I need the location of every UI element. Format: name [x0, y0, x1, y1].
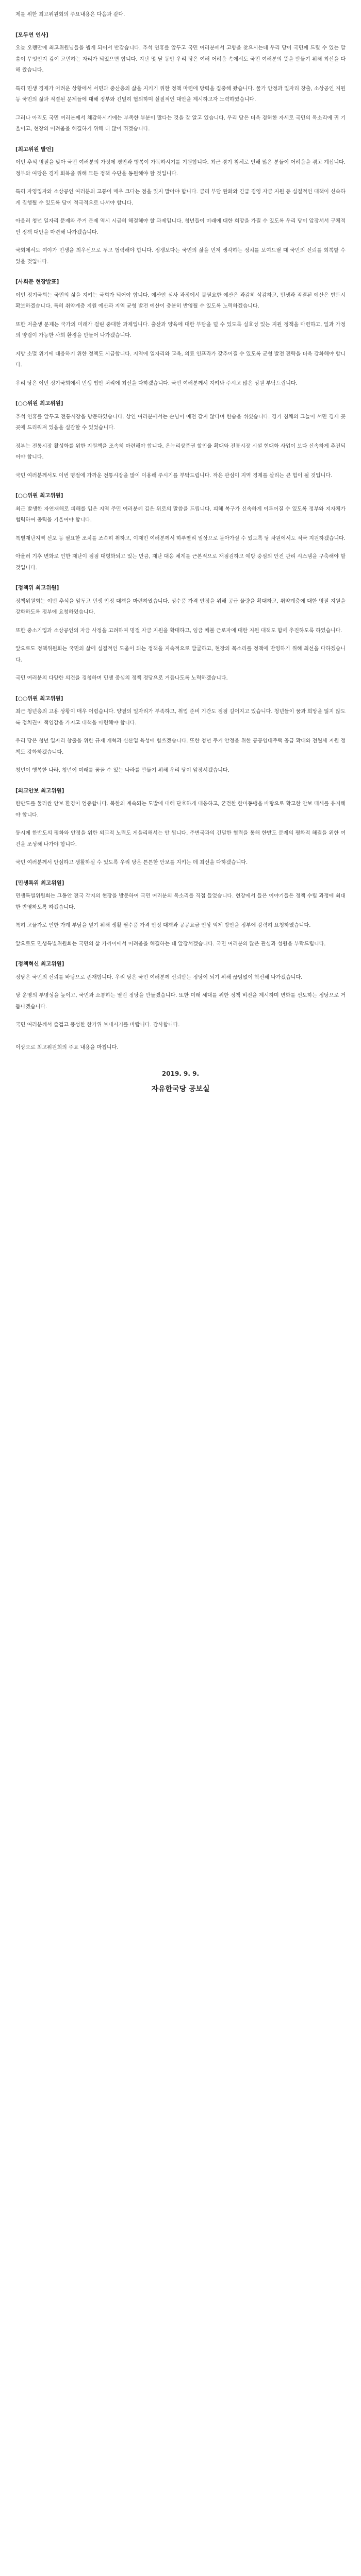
- section-paragraph: 우리 당은 이번 정기국회에서 민생 법안 처리에 최선을 다하겠습니다. 국민 여러분께서 지켜봐 주시고 많은 성원 부탁드립니다.: [15, 380, 298, 386]
- section-paragraph: 오늘 오랜만에 최고위원님들을 뵙게 되어서 반갑습니다. 추석 연휴를 앞두고 국민 여러분께서 고향을 찾으시는데 우리 당이 국민께 드릴 수 있는 말씀이 무엇인지 깊이 고민하는 자리가 되었으면 합니다. 지난 몇 달 동안 우리 당은 여러 어려움 속에서도 국민 여러분의 뜻을 받들기 위해 최선을 다해 왔습니다.: [15, 45, 346, 73]
- section-paragraph: 한반도를 둘러싼 안보 환경이 엄중합니다. 북한의 계속되는 도발에 대해 단호하게 대응하고, 굳건한 한미동맹을 바탕으로 확고한 안보 태세를 유지해야 합니다.: [15, 801, 346, 818]
- article: [15, 0, 346, 1095]
- release-date: 2019. 9. 9.: [161, 1070, 200, 1077]
- section-title: [○○위원 최고위원]: [15, 695, 63, 702]
- section-paragraph: 또한 저출생 문제는 국가의 미래가 걸린 중대한 과제입니다. 출산과 양육에 대한 부담을 덜 수 있도록 실효성 있는 지원 정책을 마련하고, 일과 가정의 양립이 가능한 사회 환경을 만들어 나가겠습니다.: [15, 321, 346, 338]
- section-paragraph: 정책위원회는 이번 추석을 앞두고 민생 안정 대책을 마련하였습니다. 성수품 가격 안정을 위해 공급 물량을 확대하고, 취약계층에 대한 명절 지원을 강화하도록 정부에 요청하였습니다.: [15, 598, 346, 615]
- section-title: [정책혁신 최고위원]: [15, 961, 64, 967]
- section-paragraph: 민생특별위원회는 그동안 전국 각지의 현장을 방문하여 국민 여러분의 목소리를 직접 들었습니다. 현장에서 들은 이야기들은 정책 수립 과정에 최대한 반영하도록 하겠습니다.: [15, 893, 346, 910]
- organization-name: 자유한국당 공보실: [151, 1084, 210, 1093]
- section-title: [○○위원 최고위원]: [15, 400, 63, 406]
- section-paragraph: 정당은 국민의 신뢰를 바탕으로 존재합니다. 우리 당은 국민 여러분께 신뢰받는 정당이 되기 위해 끊임없이 혁신해 나가겠습니다.: [15, 974, 303, 980]
- section-paragraph: 당 운영의 투명성을 높이고, 국민과 소통하는 열린 정당을 만들겠습니다. 또한 미래 세대를 위한 정책 비전을 제시하며 변화를 선도하는 정당으로 거듭나겠습니다.: [15, 993, 346, 1010]
- section-paragraph: 특별재난지역 선포 등 필요한 조치를 조속히 취하고, 이재민 여러분께서 하루빨리 일상으로 돌아가실 수 있도록 당 차원에서도 적극 지원하겠습니다.: [15, 535, 346, 541]
- section-paragraph: 아울러 기후 변화로 인한 재난이 점점 대형화되고 있는 만큼, 재난 대응 체계를 근본적으로 재점검하고 예방 중심의 안전 관리 시스템을 구축해야 할 것입니다.: [15, 554, 346, 571]
- section-paragraph: 국민 여러분께서 안심하고 생활하실 수 있도록 우리 당은 튼튼한 안보를 지키는 데 최선을 다하겠습니다.: [15, 860, 248, 866]
- section-paragraph: 국회에서도 여야가 민생을 최우선으로 두고 협력해야 합니다. 정쟁보다는 국민의 삶을 먼저 생각하는 정치를 보여드릴 때 국민의 신뢰를 회복할 수 있을 것입니다.: [15, 248, 346, 265]
- section-title: [사회문 현장발표]: [15, 279, 59, 285]
- section-paragraph: 앞으로도 정책위원회는 국민의 삶에 실질적인 도움이 되는 정책을 지속적으로 발굴하고, 현장의 목소리를 정책에 반영하기 위해 최선을 다하겠습니다.: [15, 646, 346, 663]
- section-paragraph: 이번 추석 명절을 맞아 국민 여러분의 가정에 평안과 행복이 가득하시기를 기원합니다. 최근 경기 침체로 인해 많은 분들이 어려움을 겪고 계십니다. 정부와 여당은 경제 회복을 위해 모든 정책 수단을 동원해야 할 것입니다.: [15, 160, 346, 177]
- section-paragraph: 그러나 아직도 국민 여러분께서 체감하시기에는 부족한 부분이 많다는 것을 잘 알고 있습니다. 우리 당은 더욱 겸허한 자세로 국민의 목소리에 귀 기울이고, 현장의 어려움을 해결하기 위해 더 많이 뛰겠습니다.: [15, 115, 346, 132]
- section-paragraph: 정부는 전통시장 활성화를 위한 지원책을 조속히 마련해야 합니다. 온누리상품권 할인율 확대와 전통시장 시설 현대화 사업이 보다 신속하게 추진되어야 합니다.: [15, 443, 346, 460]
- section-paragraph: 국민 여러분께서도 이번 명절에 가까운 전통시장을 많이 이용해 주시기를 부탁드립니다. 작은 관심이 지역 경제를 살리는 큰 힘이 될 것입니다.: [15, 472, 333, 479]
- section-title: [외교안보 최고위원]: [15, 787, 64, 794]
- section-paragraph: 최근 발생한 자연재해로 피해를 입은 지역 주민 여러분께 깊은 위로의 말씀을 드립니다. 피해 복구가 신속하게 이루어질 수 있도록 정부와 지자체가 협력하여 총력을 기울여야 합니다.: [15, 506, 346, 523]
- section-paragraph: 동시에 한반도의 평화와 안정을 위한 외교적 노력도 게을리해서는 안 됩니다. 주변국과의 긴밀한 협력을 통해 한반도 문제의 평화적 해결을 위한 여건을 조성해 나가야 합니다.: [15, 831, 346, 848]
- section-paragraph: 또한 중소기업과 소상공인의 자금 사정을 고려하여 명절 자금 지원을 확대하고, 임금 체불 근로자에 대한 지원 대책도 함께 추진하도록 하였습니다.: [15, 628, 342, 634]
- section-title: [모두연 인사]: [15, 31, 48, 38]
- article-intro: 제를 위한 최고위원회의 주요내용은 다음과 같다.: [15, 12, 125, 18]
- section-paragraph: 지방 소멸 위기에 대응하기 위한 정책도 시급합니다. 지역에 일자리와 교육, 의료 인프라가 갖추어질 수 있도록 균형 발전 전략을 더욱 강화해야 합니다.: [15, 351, 346, 368]
- section-title: [정책위 최고위원]: [15, 585, 59, 591]
- article-body: [15, 30, 346, 1031]
- section-paragraph: 추석 연휴를 앞두고 전통시장을 방문하였습니다. 상인 여러분께서는 손님이 예전 같지 않다며 한숨을 쉬셨습니다. 경기 침체의 그늘이 서민 경제 곳곳에 드리워져 있음을 실감할 수 있었습니다.: [15, 414, 346, 431]
- section-paragraph: 최근 청년층의 고용 상황이 매우 어렵습니다. 양질의 일자리가 부족하고, 취업 준비 기간도 점점 길어지고 있습니다. 청년들이 꿈과 희망을 잃지 않도록 정치권이 책임감을 가지고 대책을 마련해야 합니다.: [15, 709, 346, 726]
- section-title: [민생특위 최고위원]: [15, 879, 64, 886]
- section-paragraph: 국민 여러분의 다양한 의견을 경청하며 민생 중심의 정책 정당으로 거듭나도록 노력하겠습니다.: [15, 675, 228, 681]
- section-title: [○○위원 최고위원]: [15, 493, 63, 499]
- section-paragraph: 우리 당은 청년 일자리 창출을 위한 규제 개혁과 신산업 육성에 힘쓰겠습니다. 또한 청년 주거 안정을 위한 공공임대주택 공급 확대와 전월세 지원 정책도 강화하겠습니다.: [15, 738, 346, 755]
- article-closing: 이상으로 최고위원회의 주요 내용을 마칩니다.: [15, 1044, 119, 1050]
- section-paragraph: 이번 정기국회는 국민의 삶을 지키는 국회가 되어야 합니다. 예산안 심사 과정에서 불필요한 예산은 과감히 삭감하고, 민생과 직결된 예산은 반드시 확보하겠습니다. 특히 취약계층 지원 예산과 지역 균형 발전 예산이 충분히 반영될 수 있도록 노력하겠습니다.: [15, 292, 346, 309]
- section-paragraph: 특히 민생 경제가 어려운 상황에서 서민과 중산층의 삶을 지키기 위한 정책 마련에 당력을 집중해 왔습니다. 물가 안정과 일자리 창출, 소상공인 지원 등 국민의 삶과 직결된 문제들에 대해 정부와 긴밀히 협의하며 실질적인 대안을 제시하고자 노력하였습니다.: [15, 86, 346, 103]
- section-paragraph: 특히 자영업자와 소상공인 여러분의 고통이 매우 크다는 점을 잊지 말아야 합니다. 금리 부담 완화와 긴급 경영 자금 지원 등 실질적인 대책이 신속하게 집행될 수 있도록 당이 적극적으로 나서야 합니다.: [15, 189, 346, 206]
- section-paragraph: 국민 여러분께서 즐겁고 풍성한 한가위 보내시기를 바랍니다. 감사합니다.: [15, 1022, 180, 1028]
- section-paragraph: 앞으로도 민생특별위원회는 국민의 삶 가까이에서 어려움을 해결하는 데 앞장서겠습니다. 국민 여러분의 많은 관심과 성원을 부탁드립니다.: [15, 941, 326, 947]
- section-paragraph: 특히 고물가로 인한 가계 부담을 덜기 위해 생활 필수품 가격 안정 대책과 공공요금 인상 억제 방안을 정부에 강력히 요청하였습니다.: [15, 923, 311, 928]
- section-paragraph: 아울러 청년 일자리 문제와 주거 문제 역시 시급히 해결해야 할 과제입니다. 청년들이 미래에 대한 희망을 가질 수 있도록 우리 당이 앞장서서 구체적인 정책 대안을 마련해 나가겠습니다.: [15, 218, 346, 235]
- section-title: [최고위원 발언]: [15, 146, 54, 152]
- section-paragraph: 청년이 행복한 나라, 청년이 미래를 꿈꿀 수 있는 나라를 만들기 위해 우리 당이 앞장서겠습니다.: [15, 768, 229, 773]
